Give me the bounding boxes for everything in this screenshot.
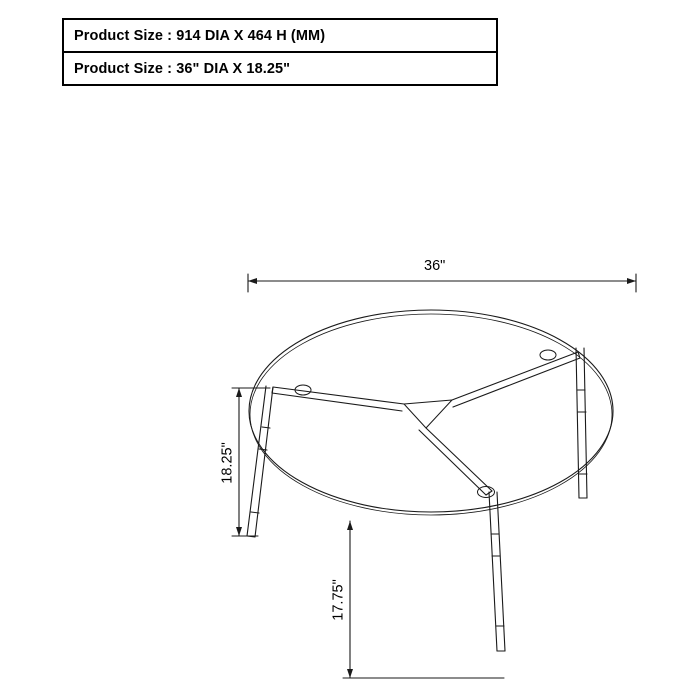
leg-height-dimension-line bbox=[343, 521, 504, 678]
frame-connector-knobs bbox=[295, 350, 556, 498]
leg-front bbox=[489, 492, 505, 651]
table-frame-spokes bbox=[272, 352, 580, 495]
product-size-imperial-cell: Product Size : 36" DIA X 18.25" bbox=[63, 52, 497, 85]
height-dimension-label: 18.25" bbox=[219, 442, 236, 484]
width-dimension-line bbox=[248, 274, 636, 292]
width-dimension-label: 36" bbox=[424, 258, 446, 274]
leg-height-dimension-label: 17.75" bbox=[330, 579, 347, 621]
leg-right-rear bbox=[576, 348, 587, 498]
product-size-metric-cell: Product Size : 914 DIA X 464 H (MM) bbox=[63, 19, 497, 52]
glass-table-top bbox=[249, 310, 613, 515]
leg-left-rear bbox=[247, 386, 273, 537]
